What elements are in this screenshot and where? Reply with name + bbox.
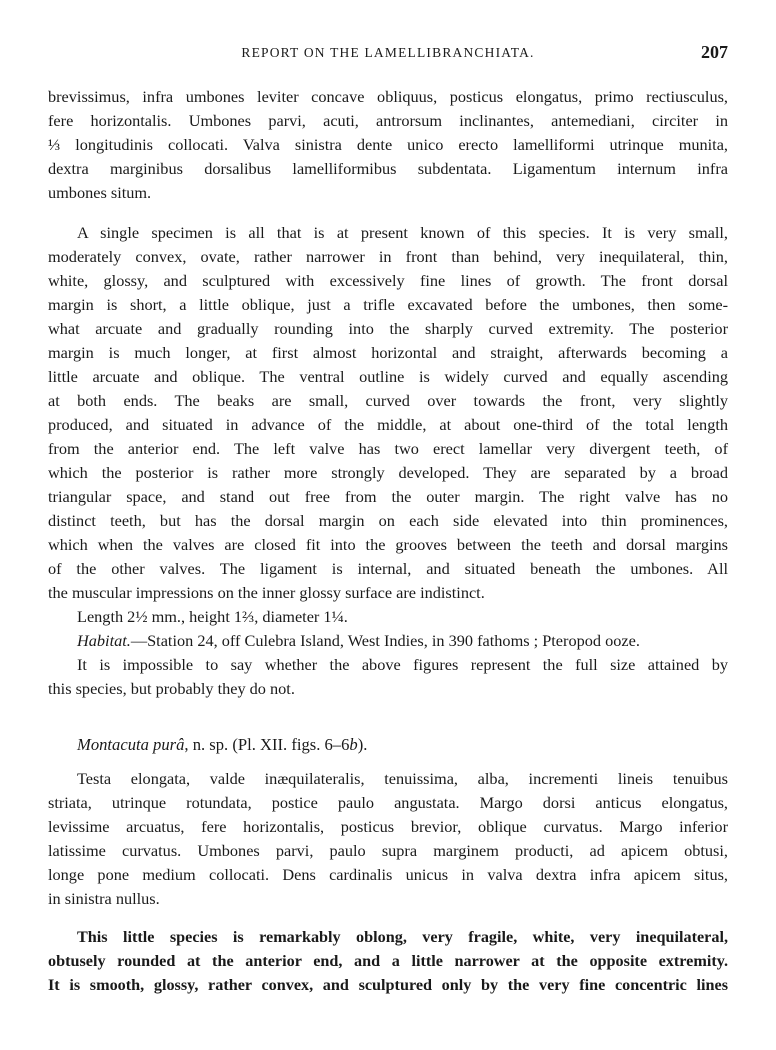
text-line: striata, utrinque rotundata, postice paulo angustata. Margo dorsi anticus elongatus, <box>48 793 728 812</box>
species-name: Montacuta purâ <box>77 735 185 754</box>
text-line: brevissimus, infra umbones leviter concave obliquus, posticus elongatus, primo rectiusculus, <box>48 87 728 106</box>
text-line: Testa elongata, valde inæquilateralis, tenuissima, alba, incrementi lineis tenuibus <box>77 769 728 788</box>
text-line: longe pone medium collocati. Dens cardinalis unicus in valva dextra infra apicem situs, <box>48 865 728 884</box>
text-line: umbones situm. <box>48 183 152 202</box>
text-line: A single specimen is all that is at present known of this species. It is very small, <box>77 223 728 242</box>
text-line: levissime arcuatus, fere horizontalis, posticus brevior, oblique curvatus. Margo inferior <box>48 817 728 836</box>
running-title: REPORT ON THE LAMELLIBRANCHIATA. <box>241 45 535 60</box>
text-line: triangular space, and stand out free from the outer margin. The right valve has no <box>48 487 728 506</box>
text-line: little arcuate and oblique. The ventral outline is widely curved and equally ascending <box>48 367 728 386</box>
habitat <box>77 629 728 653</box>
text-line: which the posterior is rather more strongly developed. They are separated by a broad <box>48 463 728 482</box>
figure-suffix: b <box>349 735 358 754</box>
text-line: of the other valves. The ligament is internal, and situated beneath the umbones. All <box>48 559 728 578</box>
text-line: in sinistra nullus. <box>48 889 160 908</box>
species-heading-close: ). <box>357 735 368 754</box>
habitat-label: Habitat. <box>77 631 131 650</box>
text-line: which when the valves are closed fit into the grooves between the teeth and dorsal margins <box>48 535 728 554</box>
text-line: latissime curvatus. Umbones parvi, paulo supra marginem producti, ad apicem obtusi, <box>48 841 728 860</box>
page-number: 207 <box>701 42 728 62</box>
text-line: It is smooth, glossy, rather convex, and sculptured only by the very fine concentric lines <box>48 976 728 994</box>
text-line: ⅓ longitudinis collocati. Valva sinistra dente unico erecto lamelliformi utrinque munita, <box>48 135 728 154</box>
text-line: This little species is remarkably oblong, very fragile, white, very inequilateral, <box>77 928 728 946</box>
text-line: from the anterior end. The left valve has two erect lamellar very divergent teeth, of <box>48 439 728 458</box>
text-line: the muscular impressions on the inner glossy surface are indistinct. <box>48 583 485 602</box>
text-line: dextra marginibus dorsalibus lamelliformibus subdentata. Ligamentum internum infra <box>48 159 728 178</box>
text-line: at both ends. The beaks are small, curved over towards the front, very slightly <box>48 391 728 410</box>
text-line: produced, and situated in advance of the middle, at about one-third of the total length <box>48 415 728 434</box>
text-line: this species, but probably they do not. <box>48 679 295 698</box>
text-line: obtusely rounded at the anterior end, and a little narrower at the opposite extremity. <box>48 952 728 970</box>
text-line: white, glossy, and sculptured with excessively fine lines of growth. The front dorsal <box>48 271 728 290</box>
habitat-text: —Station 24, off Culebra Island, West Indies, in 390 fathoms ; Pteropod ooze. <box>130 631 640 650</box>
text-line: what arcuate and gradually rounding into the sharply curved extremity. The posterior <box>48 319 728 338</box>
text-line: margin is much longer, at first almost horizontal and straight, afterwards becoming a <box>48 343 728 362</box>
text-line: It is impossible to say whether the above figures represent the full size attained by <box>77 655 728 674</box>
measurements: Length 2½ mm., height 1⅔, diameter 1¼. <box>77 607 348 626</box>
text-line: margin is short, a little oblique, just a trifle excavated before the umbones, then some- <box>48 295 728 314</box>
species-reference: , n. sp. (Pl. XII. figs. 6–6 <box>184 735 350 754</box>
species-heading <box>77 733 728 757</box>
page-header <box>48 42 728 68</box>
text-line: moderately convex, ovate, rather narrower in front than behind, very inequilateral, thin, <box>48 247 728 266</box>
text-line: distinct teeth, but has the dorsal margin on each side elevated into thin prominences, <box>48 511 728 530</box>
text-line: fere horizontalis. Umbones parvi, acuti, antrorsum inclinantes, antemediani, circiter in <box>48 111 728 130</box>
